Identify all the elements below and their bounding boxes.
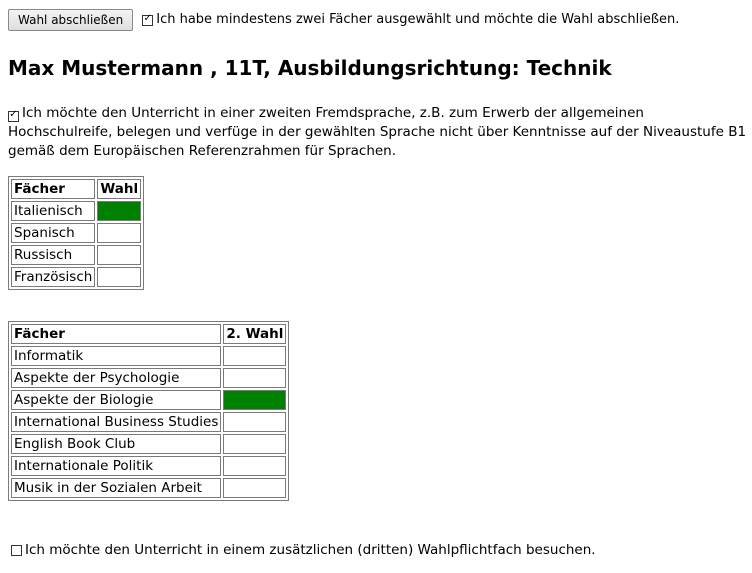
subject-cell: Musik in der Sozialen Arbeit: [11, 478, 221, 498]
confirm-checkbox-label: Ich habe mindestens zwei Fächer ausgewählt und möchte die Wahl abschließen.: [156, 12, 680, 27]
choice-cell[interactable]: [223, 434, 286, 454]
language-option-text: Ich möchte den Unterricht in einer zweiten Fremdsprache, z.B. zum Erwerb der allgemeinen Hochschulreife, belegen und verfüge in der gewählten Sprache nicht über Kenntnisse auf der Niveaustufe B1 gemäß dem Europäischen Referenzrahmen für Sprachen.: [8, 105, 747, 159]
choice-cell[interactable]: [223, 478, 286, 498]
choice-cell[interactable]: [97, 245, 141, 265]
language-choice-table: [8, 176, 144, 290]
subject-cell: Russisch: [11, 245, 95, 265]
language-option-checkbox[interactable]: [8, 111, 19, 122]
third-elective-row[interactable]: [11, 542, 596, 558]
subject-cell: Aspekte der Biologie: [11, 390, 221, 410]
elective-choice-table: [8, 321, 289, 501]
choice-cell[interactable]: [223, 390, 286, 410]
table-row: [11, 267, 141, 287]
table-header-row: [11, 324, 286, 344]
table-row: [11, 434, 286, 454]
column-header-subject: Fächer: [11, 324, 221, 344]
submit-bar: [8, 9, 679, 31]
subject-cell: Spanisch: [11, 223, 95, 243]
table-row: [11, 478, 286, 498]
third-elective-checkbox[interactable]: [11, 545, 22, 556]
subject-cell: Informatik: [11, 346, 221, 366]
table-row: [11, 346, 286, 366]
third-elective-label: Ich möchte den Unterricht in einem zusätzlichen (dritten) Wahlpflichtfach besuchen.: [25, 542, 596, 558]
subject-cell: Italienisch: [11, 201, 95, 221]
choice-cell[interactable]: [223, 368, 286, 388]
subject-cell: Internationale Politik: [11, 456, 221, 476]
subject-cell: Französisch: [11, 267, 95, 287]
confirm-checkbox-row[interactable]: [142, 12, 679, 28]
submit-choice-button[interactable]: Wahl abschließen: [8, 9, 133, 31]
table-row: [11, 245, 141, 265]
choice-cell[interactable]: [223, 346, 286, 366]
subject-cell: English Book Club: [11, 434, 221, 454]
column-header-choice: Wahl: [97, 179, 141, 199]
column-header-second-choice: 2. Wahl: [223, 324, 286, 344]
choice-cell[interactable]: [97, 223, 141, 243]
table-row: [11, 201, 141, 221]
subject-cell: Aspekte der Psychologie: [11, 368, 221, 388]
subject-cell: International Business Studies: [11, 412, 221, 432]
choice-cell[interactable]: [97, 201, 141, 221]
table-header-row: [11, 179, 141, 199]
column-header-subject: Fächer: [11, 179, 95, 199]
language-option: [8, 104, 748, 161]
table-row: [11, 456, 286, 476]
table-row: [11, 223, 141, 243]
confirm-checkbox[interactable]: [142, 15, 153, 26]
choice-cell[interactable]: [223, 456, 286, 476]
student-heading: Max Mustermann , 11T, Ausbildungsrichtung: Technik: [8, 56, 612, 80]
table-row: [11, 368, 286, 388]
choice-cell[interactable]: [223, 412, 286, 432]
table-row: [11, 412, 286, 432]
choice-cell[interactable]: [97, 267, 141, 287]
table-row: [11, 390, 286, 410]
